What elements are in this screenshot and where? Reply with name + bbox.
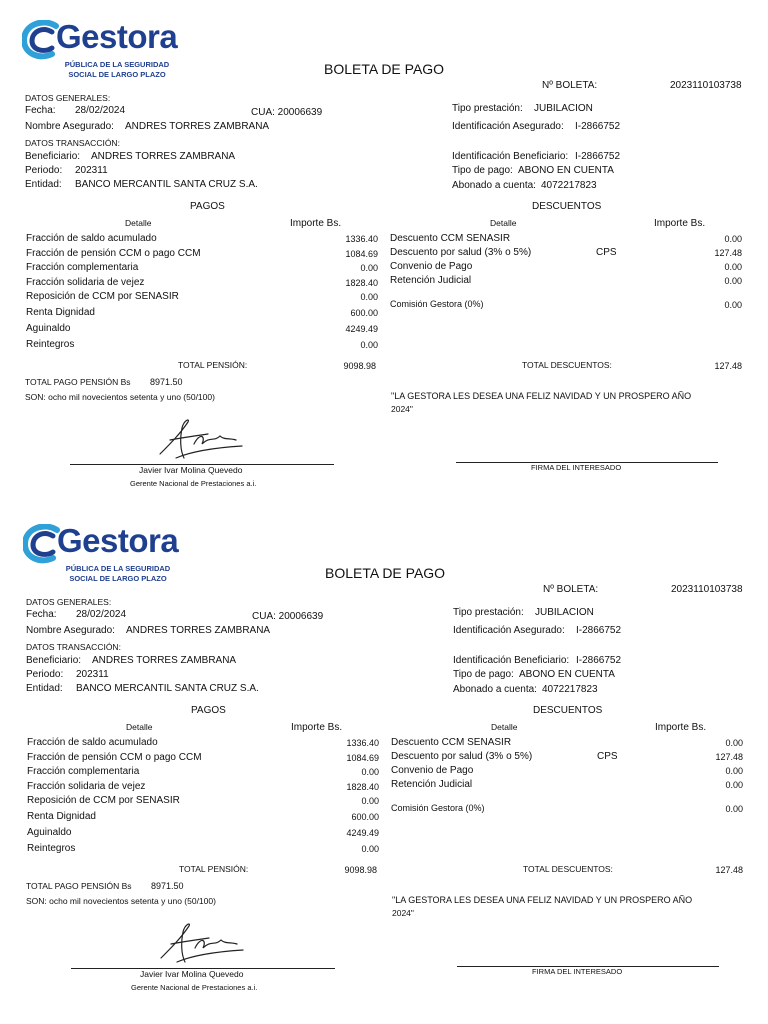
descuentos-row-label: Retención Judicial [390,275,472,286]
pagos-row-amount: 4249.49 [346,827,379,838]
cua-value: CUA: 20006639 [252,611,324,622]
son-text: SON: ocho mil novecientos setenta y uno (50/100) [25,392,215,402]
total-pago-label: TOTAL PAGO PENSIÓN Bs [25,377,131,387]
entidad-label: Entidad: [26,683,63,694]
total-descuentos-value: 127.48 [714,361,742,371]
nombre-value: ANDRES TORRES ZAMBRANA [125,121,270,132]
pagos-row-label: Reintegros [26,338,75,350]
message-line2: 2024" [391,404,413,414]
pagos-row-label: Aguinaldo [26,322,71,334]
pagos-row-label: Reintegros [27,842,76,854]
signature-scribble [151,918,251,968]
descuentos-detalle-header: Detalle [490,218,517,228]
pagos-row-amount: 0.00 [361,796,379,806]
total-pension-label: TOTAL PENSIÓN: [178,360,248,370]
tipo-prestacion-value: JUBILACION [534,103,593,114]
firma-interesado-label: FIRMA DEL INTERESADO [532,967,623,976]
logo-subtitle-line1: PÚBLICA DE LA SEGURIDAD [65,564,171,573]
descuentos-row-amount: 0.00 [724,234,742,244]
pagos-row-label: Fracción solidaria de vejez [26,276,145,288]
boleta-number: 2023110103738 [671,584,743,595]
boleta-label: Nº BOLETA: [542,80,598,91]
descuentos-row-amount: 0.00 [725,780,743,790]
gestora-logo [22,18,178,84]
tipo-pago-label: Tipo de pago: [453,669,514,680]
descuentos-row-label: Descuento CCM SENASIR [391,737,512,748]
beneficiario-label: Beneficiario: [26,655,82,666]
ident-beneficiario-value: I-2866752 [575,151,621,162]
tipo-prestacion-label: Tipo prestación: [453,607,524,618]
pagos-row-label: Fracción de saldo acumulado [26,233,157,244]
total-descuentos-label: TOTAL DESCUENTOS: [522,360,612,370]
pagos-row-label: Fracción de pensión CCM o pago CCM [27,751,202,763]
nombre-label: Nombre Asegurado: [25,121,114,132]
tipo-prestacion-label: Tipo prestación: [452,103,523,114]
datos-generales-heading: DATOS GENERALES: [25,93,111,103]
pagos-row-amount: 1336.40 [345,234,378,244]
datos-transaccion-heading: DATOS TRANSACCIÓN: [26,642,121,652]
pagos-row-label: Aguinaldo [27,826,72,838]
logo-subtitle-line2: SOCIAL DE LARGO PLAZO [68,70,166,79]
pagos-row-label: Fracción solidaria de vejez [27,780,146,792]
pagos-heading: PAGOS [190,201,225,212]
logo-wordmark: Gestora [57,522,179,559]
beneficiario-label: Beneficiario: [25,151,81,162]
pagos-row-label: Fracción complementaria [26,262,139,273]
fecha-label: Fecha: [26,609,57,620]
beneficiario-value: ANDRES TORRES ZAMBRANA [92,655,237,666]
pagos-row-amount: 4249.49 [345,323,378,334]
signer-name: Javier Ivar Molina Quevedo [139,465,243,475]
logo-subtitle-line1: PÚBLICA DE LA SEGURIDAD [64,60,170,69]
periodo-value: 202311 [75,165,108,176]
descuentos-importe-header: Importe Bs. [654,218,706,229]
descuentos-detalle-header: Detalle [491,722,518,732]
abonado-value: 4072217823 [542,684,598,695]
pagos-row-label: Renta Dignidad [26,307,95,318]
pagos-row-amount: 600.00 [351,812,379,822]
descuentos-importe-header: Importe Bs. [655,722,707,733]
ident-beneficiario-label: Identificación Beneficiario: [452,151,569,162]
total-pension-value: 9098.98 [344,865,377,875]
ident-beneficiario-value: I-2866752 [576,655,622,666]
nombre-label: Nombre Asegurado: [26,625,115,636]
tipo-pago-value: ABONO EN CUENTA [518,165,614,176]
abonado-value: 4072217823 [541,180,597,191]
signer-name: Javier Ivar Molina Quevedo [140,969,244,979]
cua-value: CUA: 20006639 [251,107,323,118]
payment-slip [0,0,768,504]
entidad-value: BANCO MERCANTIL SANTA CRUZ S.A. [75,179,258,190]
pagos-row-label: Reposición de CCM por SENASIR [27,795,180,806]
logo-subtitle-line2: SOCIAL DE LARGO PLAZO [69,574,167,583]
total-descuentos-label: TOTAL DESCUENTOS: [523,864,613,874]
fecha-value: 28/02/2024 [75,105,126,116]
tipo-pago-label: Tipo de pago: [452,165,513,176]
fecha-label: Fecha: [25,105,56,116]
ident-beneficiario-label: Identificación Beneficiario: [453,655,570,666]
boleta-label: Nº BOLETA: [543,584,599,595]
payment-slip [1,504,768,1008]
pagos-heading: PAGOS [191,705,226,716]
ident-asegurado-value: I-2866752 [576,625,622,636]
son-text: SON: ocho mil novecientos setenta y uno (50/100) [26,896,216,906]
descuentos-heading: DESCUENTOS [533,705,603,716]
descuentos-row-amount: 127.48 [715,752,743,762]
descuentos-row-label: Convenio de Pago [391,765,474,776]
datos-transaccion-heading: DATOS TRANSACCIÓN: [25,138,120,148]
abonado-label: Abonado a cuenta: [452,180,536,191]
message-line1: "LA GESTORA LES DESEA UNA FELIZ NAVIDAD Y UN PROSPERO AÑO [392,895,693,905]
periodo-value: 202311 [76,669,109,680]
descuentos-row-label: Comisión Gestora (0%) [391,803,485,813]
tipo-prestacion-value: JUBILACION [535,607,594,618]
pagos-row-amount: 1336.40 [346,738,379,748]
descuentos-row-label: Convenio de Pago [390,261,473,272]
gestora-logo [23,522,179,588]
pagos-row-amount: 0.00 [360,292,378,302]
total-pago-value: 8971.50 [150,377,183,387]
fecha-value: 28/02/2024 [76,609,127,620]
pagos-row-amount: 0.00 [360,339,378,350]
ident-asegurado-label: Identificación Asegurado: [452,121,564,132]
firma-interesado-label: FIRMA DEL INTERESADO [531,463,622,472]
document-title: BOLETA DE PAGO [325,565,446,581]
descuentos-row-label: Comisión Gestora (0%) [390,299,484,309]
ident-asegurado-value: I-2866752 [575,121,621,132]
pagos-row-label: Fracción de pensión CCM o pago CCM [26,247,201,259]
descuentos-row-amount: 127.48 [714,248,742,258]
document-title: BOLETA DE PAGO [324,61,445,77]
pagos-row-label: Reposición de CCM por SENASIR [26,291,179,302]
datos-generales-heading: DATOS GENERALES: [26,597,112,607]
descuentos-row-amount: 0.00 [725,804,743,814]
descuentos-row-entity: CPS [596,247,617,258]
signer-title: Gerente Nacional de Prestaciones a.i. [131,983,258,992]
pagos-importe-header: Importe Bs. [290,218,342,229]
descuentos-row-amount: 0.00 [724,262,742,272]
entidad-value: BANCO MERCANTIL SANTA CRUZ S.A. [76,683,259,694]
descuentos-row-label: Descuento por salud (3% o 5%) [391,751,533,762]
descuentos-row-label: Descuento por salud (3% o 5%) [390,247,532,258]
ident-asegurado-label: Identificación Asegurado: [453,625,565,636]
abonado-label: Abonado a cuenta: [453,684,537,695]
tipo-pago-value: ABONO EN CUENTA [519,669,615,680]
pagos-row-label: Fracción de saldo acumulado [27,737,158,748]
beneficiario-value: ANDRES TORRES ZAMBRANA [91,151,236,162]
total-pension-value: 9098.98 [343,361,376,371]
descuentos-heading: DESCUENTOS [532,201,602,212]
pagos-detalle-header: Detalle [125,218,152,228]
nombre-value: ANDRES TORRES ZAMBRANA [126,625,271,636]
descuentos-row-amount: 0.00 [725,738,743,748]
pagos-row-amount: 1084.69 [346,752,379,763]
pagos-row-amount: 1828.40 [346,781,379,792]
periodo-label: Periodo: [26,669,64,680]
pagos-row-label: Fracción complementaria [27,766,140,777]
pagos-row-label: Renta Dignidad [27,811,96,822]
pagos-detalle-header: Detalle [126,722,153,732]
total-descuentos-value: 127.48 [715,865,743,875]
descuentos-row-entity: CPS [597,751,618,762]
signature-scribble [150,414,250,464]
pagos-row-amount: 0.00 [361,767,379,777]
pagos-row-amount: 0.00 [360,263,378,273]
periodo-label: Periodo: [25,165,63,176]
signer-title: Gerente Nacional de Prestaciones a.i. [130,479,257,488]
pagos-row-amount: 0.00 [361,843,379,854]
message-line1: "LA GESTORA LES DESEA UNA FELIZ NAVIDAD Y UN PROSPERO AÑO [391,391,692,401]
total-pension-label: TOTAL PENSIÓN: [179,864,249,874]
descuentos-row-amount: 0.00 [725,766,743,776]
pagos-row-amount: 600.00 [350,308,378,318]
logo-wordmark: Gestora [56,18,178,55]
descuentos-row-amount: 0.00 [724,276,742,286]
pagos-row-amount: 1828.40 [345,277,378,288]
message-line2: 2024" [392,908,414,918]
entidad-label: Entidad: [25,179,62,190]
total-pago-value: 8971.50 [151,881,184,891]
pagos-importe-header: Importe Bs. [291,722,343,733]
descuentos-row-amount: 0.00 [724,300,742,310]
descuentos-row-label: Descuento CCM SENASIR [390,233,511,244]
pagos-row-amount: 1084.69 [345,248,378,259]
total-pago-label: TOTAL PAGO PENSIÓN Bs [26,881,132,891]
descuentos-row-label: Retención Judicial [391,779,473,790]
boleta-number: 2023110103738 [670,80,742,91]
